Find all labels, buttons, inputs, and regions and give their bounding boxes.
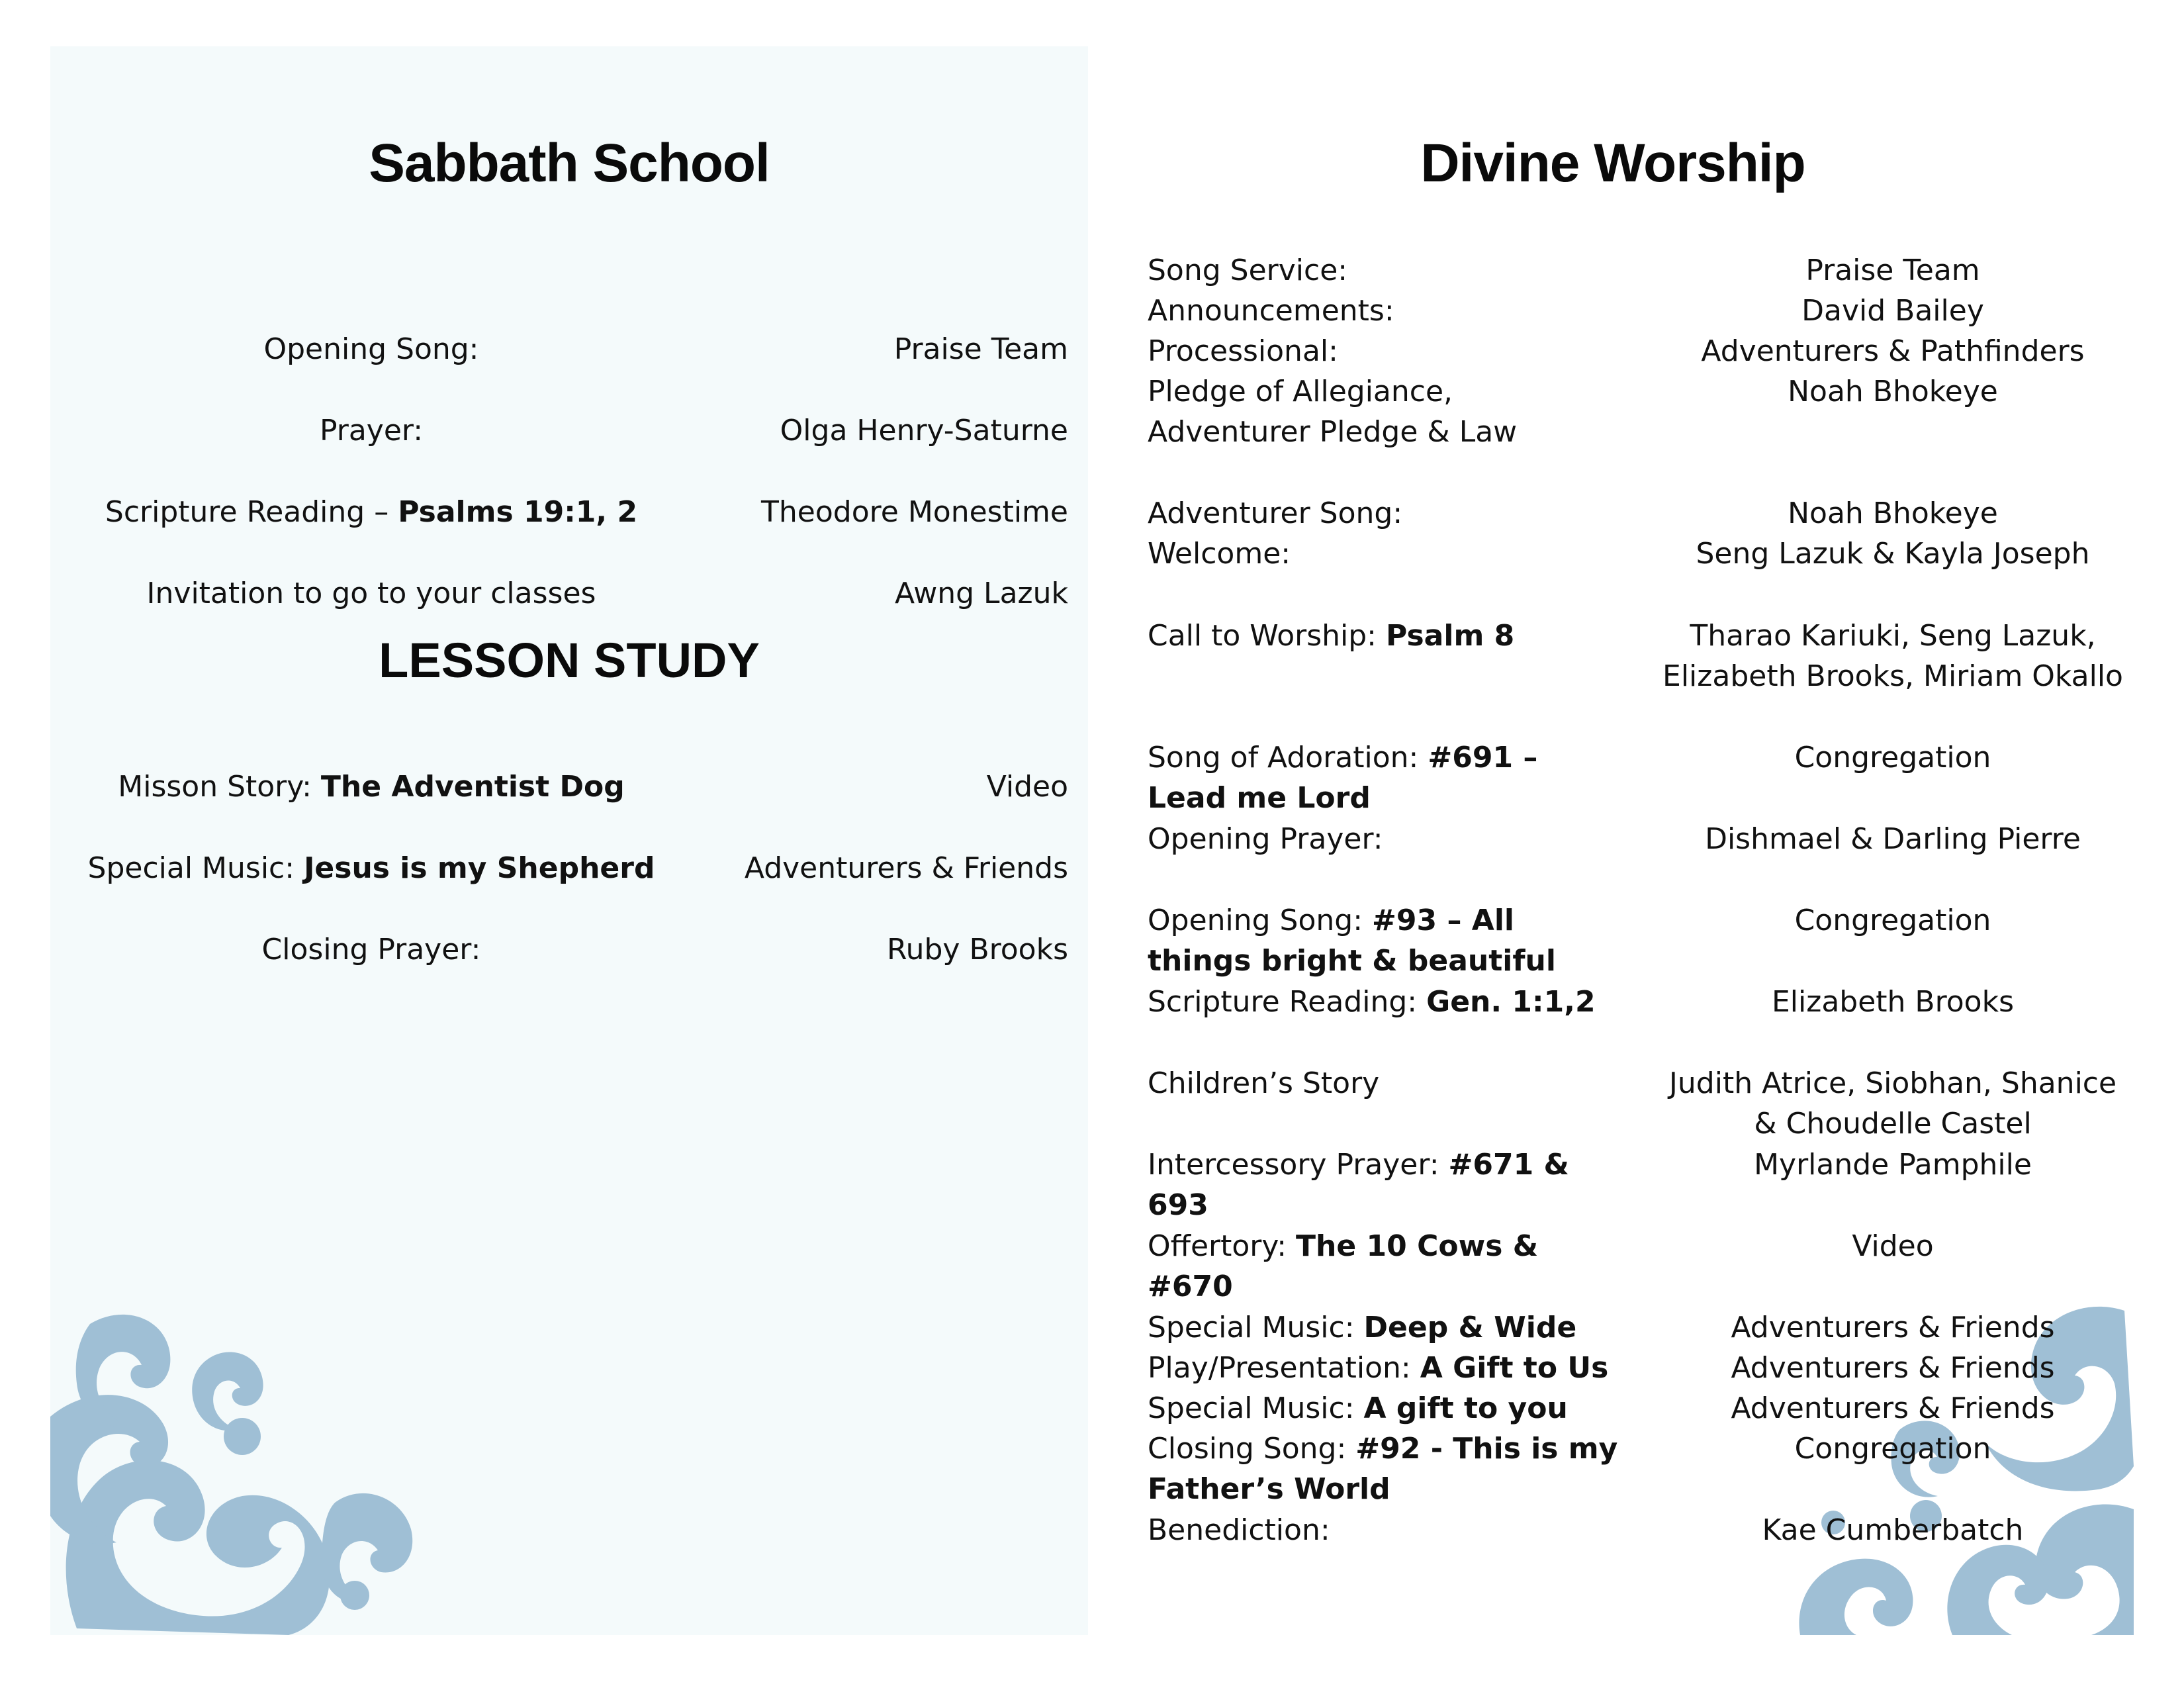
- item-name: Congregation: [1794, 1432, 1991, 1466]
- item-label: Opening Song:: [263, 332, 479, 366]
- item-label: Misson Story: The Adventist Dog: [118, 770, 625, 804]
- item-label: Special Music: A gift to you: [1148, 1391, 1568, 1425]
- item-label: Song Service:: [1148, 254, 1348, 287]
- program-item: [50, 491, 1088, 534]
- program-item: [50, 572, 1088, 616]
- item-label: Intercessory Prayer: #671 & 693: [1148, 1148, 1569, 1222]
- item-name: Praise Team: [893, 332, 1068, 366]
- item-label: Scripture Reading – Psalms 19:1, 2: [105, 495, 638, 529]
- item-name: Dishmael & Darling Pierre: [1705, 822, 2081, 856]
- item-name: Myrlande Pamphile: [1754, 1148, 2032, 1182]
- item-name: Tharao Kariuki, Seng Lazuk, Elizabeth Brooks, Miriam Okallo: [1662, 619, 2123, 693]
- item-label: Closing Song: #92 - This is my Father’s World: [1148, 1432, 1618, 1506]
- item-name: Adventurers & Pathfinders: [1701, 334, 2085, 368]
- program-item: [50, 847, 1088, 890]
- item-label: Announcements:: [1148, 294, 1394, 328]
- item-label: Opening Prayer:: [1148, 822, 1383, 856]
- item-label: Special Music: Deep & Wide: [1148, 1311, 1577, 1344]
- item-label: Processional:: [1148, 334, 1338, 368]
- item-name: Adventurers & Friends: [744, 851, 1068, 885]
- program-item: [50, 328, 1088, 371]
- item-name: Noah Bhokeye: [1788, 375, 1998, 408]
- program-item: [50, 928, 1088, 972]
- item-label: Invitation to go to your classes: [146, 577, 596, 610]
- item-name: Praise Team: [1805, 254, 1980, 287]
- item-name: Elizabeth Brooks: [1772, 985, 2014, 1019]
- item-name: David Bailey: [1801, 294, 1984, 328]
- item-label: Offertory: The 10 Cows & #670: [1148, 1229, 1539, 1303]
- item-label: Opening Song: #93 – All things bright & beautiful: [1148, 904, 1556, 978]
- item-name: Kae Cumberbatch: [1762, 1513, 2024, 1547]
- item-label: Prayer:: [319, 414, 424, 447]
- item-name: Noah Bhokeye: [1788, 496, 1998, 530]
- item-name: Theodore Monestime: [761, 495, 1068, 529]
- item-name: Congregation: [1794, 741, 1991, 774]
- swirl-ornament-left: [50, 1284, 421, 1635]
- item-name: Ruby Brooks: [887, 933, 1068, 966]
- lesson-study-title: LESSON STUDY: [379, 633, 760, 688]
- divine-worship-panel: [1092, 46, 2134, 1635]
- item-label: Play/Presentation: A Gift to Us: [1148, 1351, 1609, 1385]
- item-name: Video: [986, 770, 1068, 804]
- item-name: Video: [1852, 1229, 1934, 1263]
- item-name: Seng Lazuk & Kayla Joseph: [1696, 537, 2090, 571]
- sabbath-school-title: Sabbath School: [369, 133, 770, 193]
- item-name: Adventurers & Friends: [1731, 1391, 2055, 1425]
- item-name: Awng Lazuk: [894, 577, 1068, 610]
- item-name: Olga Henry-Saturne: [780, 414, 1068, 447]
- program-item: [50, 765, 1088, 809]
- divine-worship-title: Divine Worship: [1420, 133, 1805, 193]
- item-name: Adventurers & Friends: [1731, 1351, 2055, 1385]
- item-name: Judith Atrice, Siobhan, Shanice & Choudelle Castel: [1668, 1066, 2117, 1141]
- item-name: Adventurers & Friends: [1731, 1311, 2055, 1344]
- sabbath-school-panel: [50, 46, 1088, 1635]
- item-label: Benediction:: [1148, 1513, 1330, 1547]
- item-label: Closing Prayer:: [261, 933, 481, 966]
- item-label: Adventurer Song:: [1148, 496, 1403, 530]
- item-name: Congregation: [1794, 904, 1991, 937]
- item-label: Special Music: Jesus is my Shepherd: [87, 851, 655, 885]
- item-label: Children’s Story: [1148, 1066, 1380, 1100]
- item-label: Scripture Reading: Gen. 1:1,2: [1148, 985, 1596, 1019]
- item-label: Call to Worship: Psalm 8: [1148, 619, 1515, 653]
- program-item: [50, 409, 1088, 453]
- item-label: Pledge of Allegiance, Adventurer Pledge & Law: [1148, 375, 1518, 449]
- item-label: Song of Adoration: #691 – Lead me Lord: [1148, 741, 1538, 815]
- item-label: Welcome:: [1148, 537, 1291, 571]
